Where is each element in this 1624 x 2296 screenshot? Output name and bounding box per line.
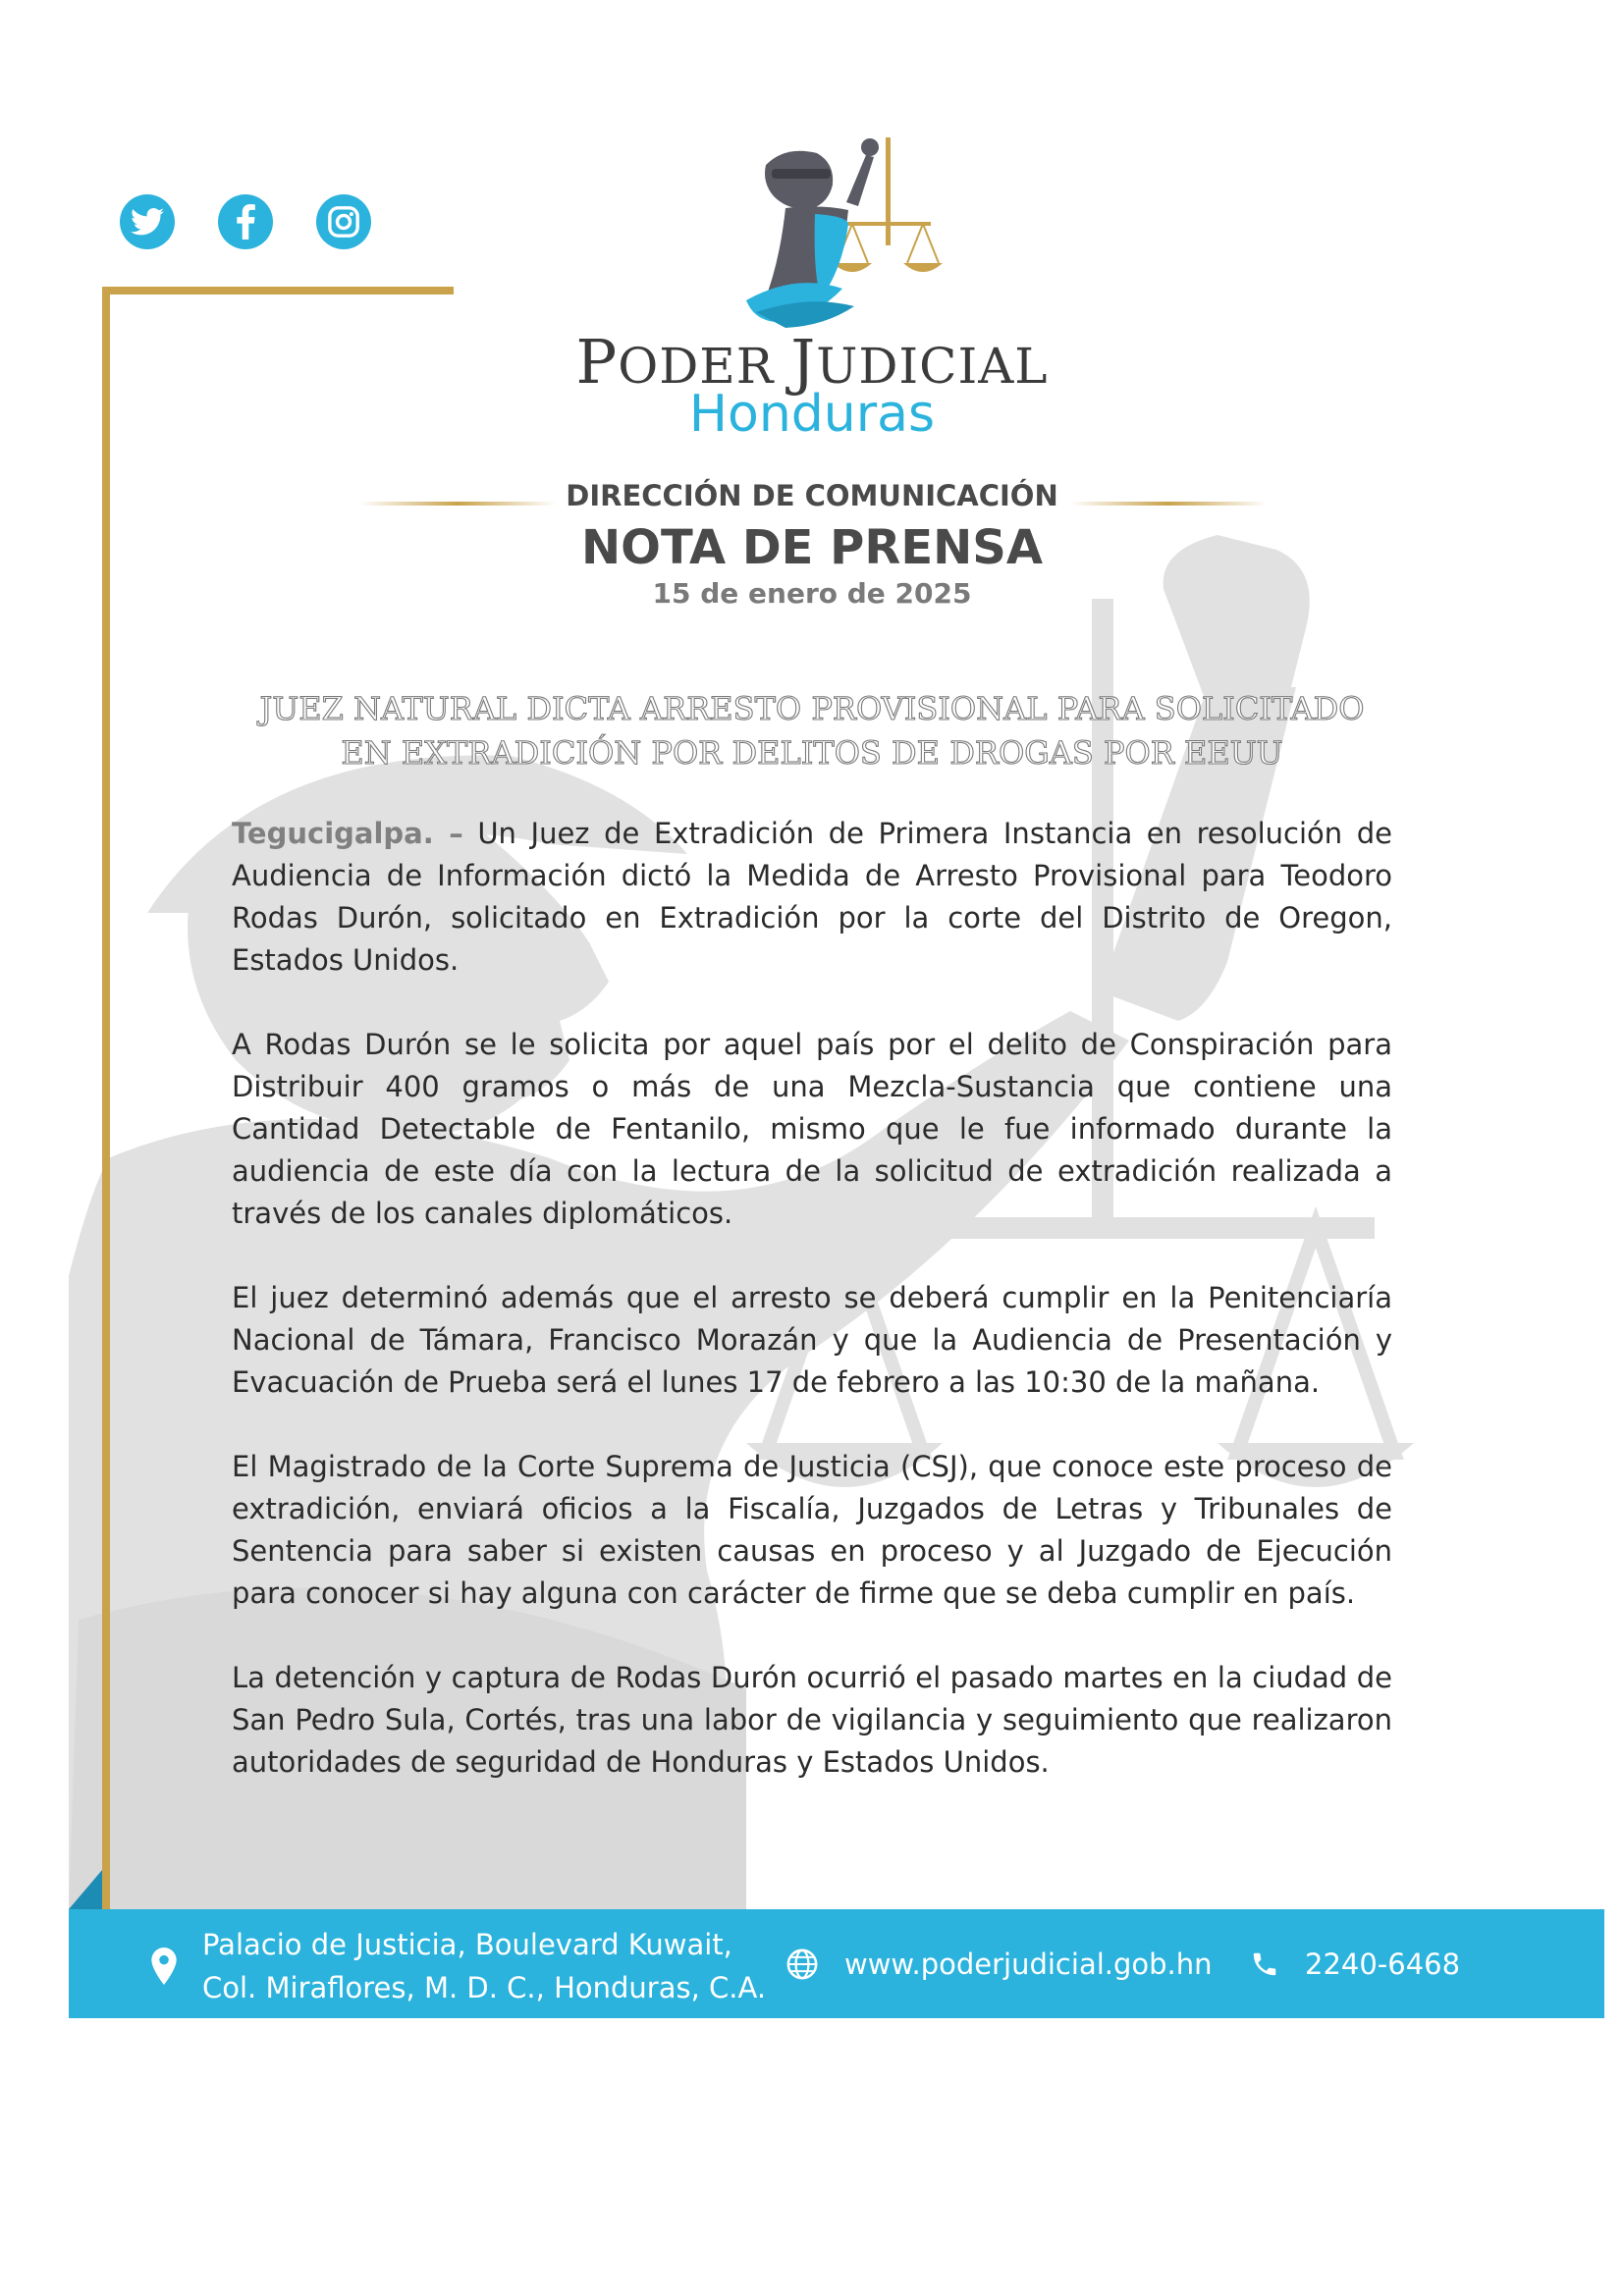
- gold-rule-left: [359, 502, 556, 506]
- poder-judicial-logo: [727, 126, 962, 332]
- headline-line-1: JUEZ NATURAL DICTA ARRESTO PROVISIONAL PARA SOLICITADO: [259, 690, 1365, 727]
- brand-country: Honduras: [688, 385, 936, 444]
- headline-line-2: EN EXTRADICIÓN POR DELITOS DE DROGAS POR EEUU: [341, 734, 1283, 772]
- twitter-icon[interactable]: [120, 194, 175, 249]
- brand-text-oder: ODER: [618, 338, 791, 395]
- phone-icon: [1250, 1949, 1279, 1979]
- footer-address: [151, 1923, 766, 2009]
- location-pin-icon: [151, 1948, 177, 1985]
- phone-number[interactable]: 2240-6468: [1305, 1947, 1461, 1981]
- footer-phone[interactable]: [1250, 1909, 1460, 2018]
- paragraph-5: La detención y captura de Rodas Durón ocurrió el pasado martes en la ciudad de San Pedro Sula, Cortés, tras una labor de vigilancia y seguimiento que realizaron autoridades de seguridad de Honduras y Estados Unidos.: [232, 1661, 1392, 1779]
- headline: [196, 687, 1428, 775]
- paragraph-4: El Magistrado de la Corte Suprema de Justicia (CSJ), que conoce este proceso de extradición, enviará oficios a la Fiscalía, Juzgados de Letras y Tribunales de Sentencia para saber si existen causas en proceso y al Juzgado de Ejecución para conocer si hay alguna con carácter de firme que se deba cumplir en país.: [232, 1450, 1392, 1610]
- footer-bar: [69, 1909, 1604, 2018]
- footer-website[interactable]: [785, 1909, 1213, 2018]
- address-line-2: Col. Miraflores, M. D. C., Honduras, C.A.: [202, 1971, 767, 2004]
- gold-rule-right: [1070, 502, 1267, 506]
- document-type: NOTA DE PRENSA: [580, 520, 1043, 575]
- document-date: 15 de enero de 2025: [652, 577, 972, 610]
- paragraph-1-text: Un Juez de Extradición de Primera Instancia en resolución de Audiencia de Información dictó la Medida de Arresto Provisional para Teodoro Rodas Durón, solicitado en Extradición por la corte del Distrito de Oregon, Estados Unidos.: [232, 817, 1393, 977]
- instagram-icon[interactable]: [316, 194, 371, 249]
- article-body: [232, 813, 1392, 1826]
- globe-icon: [785, 1948, 819, 1981]
- brand-text-udicial: UDICIAL: [816, 338, 1049, 395]
- brand-initial-j: J: [790, 326, 817, 398]
- address-line-1: Palacio de Justicia, Boulevard Kuwait,: [202, 1928, 732, 1961]
- paragraph-1: [232, 813, 1392, 982]
- website-link[interactable]: www.poderjudicial.gob.hn: [844, 1947, 1213, 1981]
- department-title: DIRECCIÓN DE COMUNICACIÓN: [566, 479, 1058, 512]
- paragraph-2: A Rodas Durón se le solicita por aquel país por el delito de Conspiración para Distribuir 400 gramos o más de una Mezcla-Sustancia que contiene una Cantidad Detectable de Fentanilo, mismo que le fue informado durante la audiencia de este día con la lectura de la solicitud de extradición realizada a través de los canales diplomáticos.: [232, 1028, 1392, 1230]
- dateline: Tegucigalpa. –: [232, 817, 463, 850]
- social-links: [120, 194, 371, 249]
- footer-corner-accent: [69, 1870, 102, 1909]
- gold-frame-top: [102, 287, 454, 294]
- facebook-icon[interactable]: [218, 194, 273, 249]
- paragraph-3: El juez determinó además que el arresto se deberá cumplir en la Penitenciaría Nacional de Támara, Francisco Morazán y que la Audiencia de Presentación y Evacuación de Prueba será el lunes 17 de febrero a las 10:30 de la mañana.: [232, 1281, 1392, 1399]
- brand-initial-p: P: [575, 326, 619, 398]
